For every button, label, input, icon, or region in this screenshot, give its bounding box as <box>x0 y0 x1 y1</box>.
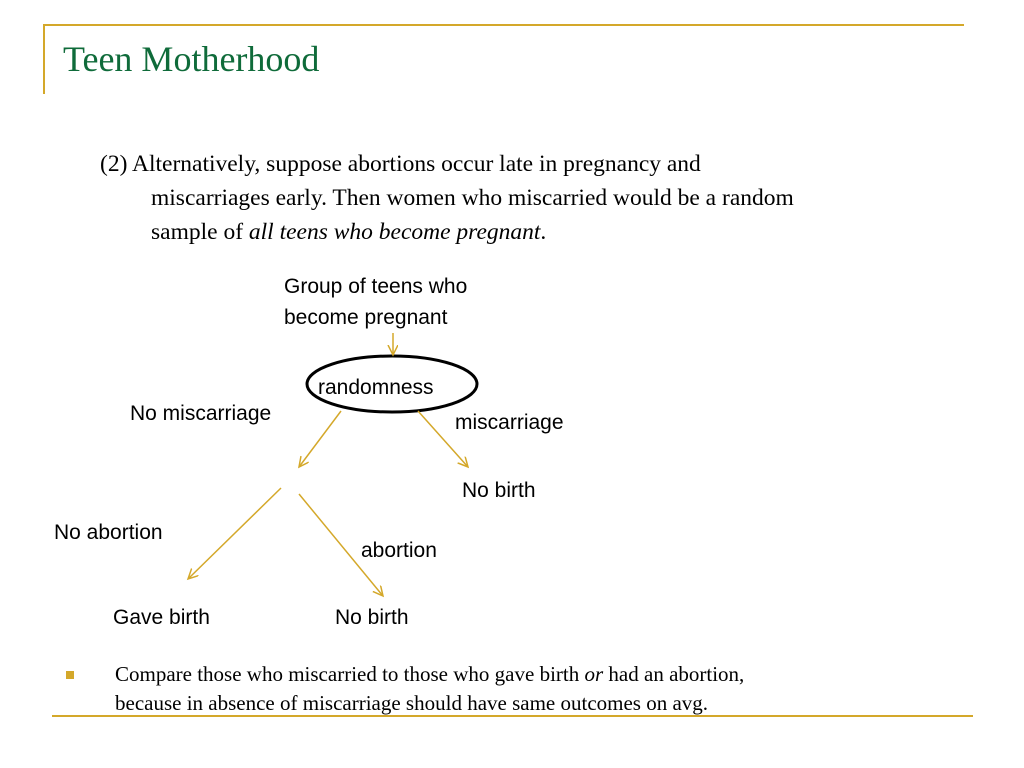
bullet-line-2: because in absence of miscarriage should have same outcomes on avg. <box>115 691 709 715</box>
branch-label-miscarriage: miscarriage <box>455 411 564 434</box>
paragraph-line-2: miscarriages early. Then women who miscarried would be a random <box>151 185 794 211</box>
bullet-text <box>115 660 965 718</box>
chance-node-label: randomness <box>318 376 434 399</box>
root-node-label-line-2: become pregnant <box>284 306 448 329</box>
arrow-no-miscarriage <box>299 411 341 467</box>
outcome-gave-birth: Gave birth <box>113 606 210 629</box>
bullet-line-1-suffix: had an abortion, <box>603 662 745 686</box>
branch-label-no-abortion: No abortion <box>54 521 163 544</box>
paragraph-line-3-suffix: . <box>540 219 547 245</box>
bullet-line-1-prefix: Compare those who miscarried to those who gave birth <box>115 662 585 686</box>
bullet-emphasis: or <box>584 662 604 686</box>
paragraph-emphasis: all teens who become pregnant <box>248 219 541 245</box>
paragraph-line-3-prefix: sample of <box>151 219 249 245</box>
bullet-line-1 <box>115 660 965 689</box>
outcome-no-birth-miscarriage: No birth <box>462 479 536 502</box>
branch-label-no-miscarriage: No miscarriage <box>130 402 272 425</box>
slide-title: Teen Motherhood <box>63 39 320 79</box>
root-node-label-line-1: Group of teens who <box>284 275 468 298</box>
branch-label-abortion: abortion <box>361 539 437 562</box>
outcome-no-birth-abortion: No birth <box>335 606 409 629</box>
arrow-no-abortion <box>188 488 281 579</box>
paragraph-line-1: (2) Alternatively, suppose abortions occur late in pregnancy and <box>100 151 701 177</box>
bullet-square-icon <box>66 671 74 679</box>
